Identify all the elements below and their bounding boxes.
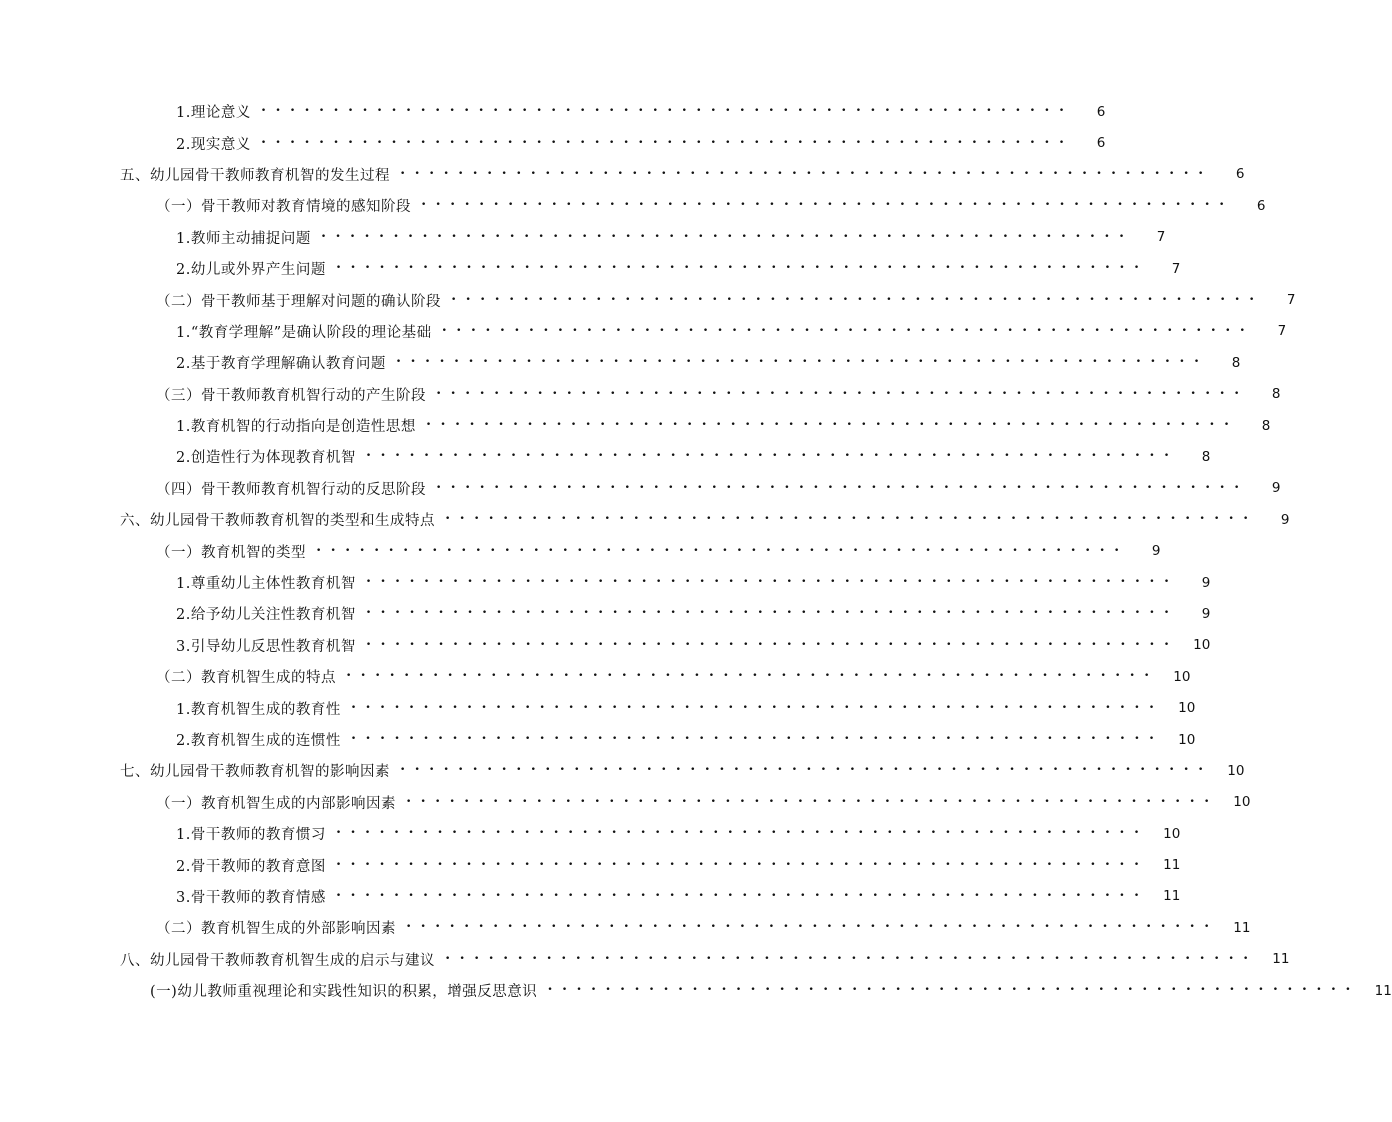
toc-entry-title: 3.引导幼儿反思性教育机智 <box>176 638 356 655</box>
dot-leader: •••••••••••••••••••••••••••••••••••••••••••••••••••••••• <box>445 953 1258 964</box>
toc-entry-title: (一)幼儿教师重视理论和实践性知识的积累，增强反思意识 <box>150 984 538 1001</box>
dot-leader: •••••••••••••••••••••••••••••••••••••••••••••••••••••••• <box>436 482 1249 493</box>
dot-leader: •••••••••••••••••••••••••••••••••••••••••••••••••••••••• <box>350 702 1164 713</box>
toc-entry-page-number: 9 <box>1271 480 1281 497</box>
toc-entry[interactable] <box>0 630 1211 661</box>
toc-entry-title: 2.给予幼儿关注性教育机智 <box>176 607 356 624</box>
dot-leader: •••••••••••••••••••••••••••••••••••••••••••••••••••••••• <box>260 137 1074 148</box>
toc-entry-page-number: 10 <box>1193 637 1211 654</box>
toc-entry-title: 八、幼儿园骨干教师教育机智生成的启示与建议 <box>120 952 435 969</box>
toc-entry[interactable] <box>0 598 1211 629</box>
toc-entry-page-number: 9 <box>1280 511 1290 528</box>
dot-leader: •••••••••••••••••••••••••••••••••••••••••••••••••••••••• <box>365 451 1179 462</box>
toc-entry-title: （四）骨干教师教育机智行动的反思阶段 <box>156 481 426 498</box>
toc-entry[interactable] <box>0 535 1161 566</box>
dot-leader: •••••••••••••••••••••••••••••••••••••••••••••••••••••••• <box>400 765 1213 776</box>
dot-leader: •••••••••••••••••••••••••••••••••••••••••••••••••••••••• <box>406 922 1219 933</box>
toc-entry[interactable] <box>0 441 1211 472</box>
toc-entry[interactable] <box>0 253 1181 284</box>
toc-entry[interactable] <box>0 787 1251 818</box>
toc-entry-title: 2.创造性行为体现教育机智 <box>176 450 356 467</box>
toc-entry-title: 五、幼儿园骨干教师教育机智的发生过程 <box>120 167 390 184</box>
toc-entry[interactable] <box>0 347 1241 378</box>
toc-entry-title: （二）教育机智生成的特点 <box>156 670 336 687</box>
toc-entry-page-number: 9 <box>1151 543 1161 560</box>
dot-leader: •••••••••••••••••••••••••••••••••••••••••••••••••••••••• <box>335 263 1149 274</box>
dot-leader: •••••••••••••••••••••••••••••••••••••••••••••••••••••••• <box>421 200 1234 211</box>
toc-entry-title: （一）教育机智的类型 <box>156 544 306 561</box>
toc-entry[interactable] <box>0 912 1251 943</box>
dot-leader: •••••••••••••••••••••••••••••••••••••••••••••••••••••••• <box>445 514 1258 525</box>
toc-entry[interactable] <box>0 755 1245 786</box>
toc-entry-title: 1.尊重幼儿主体性教育机智 <box>176 576 356 593</box>
toc-entry[interactable] <box>0 96 1106 127</box>
toc-entry-page-number: 7 <box>1171 260 1181 277</box>
toc-entry-page-number: 10 <box>1178 700 1196 717</box>
toc-entry[interactable] <box>0 222 1166 253</box>
toc-entry-page-number: 10 <box>1163 825 1181 842</box>
toc-entry-page-number: 10 <box>1178 731 1196 748</box>
dot-leader: •••••••••••••••••••••••••••••••••••••••••••••••••••••••• <box>335 890 1149 901</box>
toc-entry[interactable] <box>0 127 1106 158</box>
toc-entry[interactable] <box>0 975 1392 1006</box>
toc-entry[interactable] <box>0 881 1181 912</box>
toc-entry[interactable] <box>0 504 1290 535</box>
toc-entry-page-number: 9 <box>1201 574 1211 591</box>
toc-entry-title: 七、幼儿园骨干教师教育机智的影响因素 <box>120 764 390 781</box>
toc-entry[interactable] <box>0 410 1271 441</box>
toc-entry-title: （二）教育机智生成的外部影响因素 <box>156 921 396 938</box>
toc-entry[interactable] <box>0 661 1191 692</box>
toc-entry-title: 1.理论意义 <box>176 105 251 122</box>
toc-entry[interactable] <box>0 692 1196 723</box>
dot-leader: •••••••••••••••••••••••••••••••••••••••••••••••••••••••• <box>395 357 1209 368</box>
toc-entry-title: （三）骨干教师教育机智行动的产生阶段 <box>156 387 426 404</box>
toc-entry[interactable] <box>0 567 1211 598</box>
toc-entry-page-number: 7 <box>1286 292 1296 309</box>
dot-leader: •••••••••••••••••••••••••••••••••••••••••••••••••••••••• <box>350 734 1164 744</box>
toc-entry-title: 1.教育机智的行动指向是创造性思想 <box>176 419 416 436</box>
toc-entry[interactable] <box>0 284 1296 315</box>
toc-entry[interactable] <box>0 473 1281 504</box>
toc-entry[interactable] <box>0 818 1181 849</box>
toc-entry-page-number: 8 <box>1261 417 1271 434</box>
dot-leader: •••••••••••••••••••••••••••••••••••••••••••••••••••••••• <box>547 985 1360 996</box>
toc-entry-title: 2.现实意义 <box>176 136 251 153</box>
dot-leader: •••••••••••••••••••••••••••••••••••••••••••••••••••••••• <box>400 168 1213 179</box>
dot-leader: •••••••••••••••••••••••••••••••••••••••••••••••••••••••• <box>365 608 1179 619</box>
toc-entry-title: （一）骨干教师对教育情境的感知阶段 <box>156 199 411 216</box>
toc-entry[interactable] <box>0 944 1290 975</box>
toc-entry-page-number: 11 <box>1163 857 1181 874</box>
dot-leader: •••••••••••••••••••••••••••••••••••••••••••••••••••••••• <box>260 106 1074 117</box>
toc-entry-title: （二）骨干教师基于理解对问题的确认阶段 <box>156 293 441 310</box>
toc-entry-title: 1.骨干教师的教育惯习 <box>176 827 326 844</box>
toc-entry-page-number: 9 <box>1201 605 1211 622</box>
toc-entry-page-number: 10 <box>1173 668 1191 685</box>
toc-entry-page-number: 6 <box>1235 166 1245 183</box>
toc-entry-page-number: 11 <box>1374 982 1392 999</box>
dot-leader: •••••••••••••••••••••••••••••••••••••••••••••••••••••••• <box>425 420 1239 431</box>
toc-entry-page-number: 11 <box>1272 951 1290 968</box>
toc-entry[interactable] <box>0 159 1245 190</box>
dot-leader: •••••••••••••••••••••••••••••••••••••••••••••••••••••••• <box>316 545 1129 556</box>
table-of-contents <box>0 96 1392 1006</box>
dot-leader: •••••••••••••••••••••••••••••••••••••••••••••••••••••••• <box>441 325 1255 336</box>
dot-leader: •••••••••••••••••••••••••••••••••••••••••••••••••••••••• <box>436 388 1249 399</box>
toc-entry-page-number: 10 <box>1233 794 1251 811</box>
toc-entry[interactable] <box>0 190 1266 221</box>
toc-entry-title: 2.骨干教师的教育意图 <box>176 858 326 875</box>
toc-entry-title: 3.骨干教师的教育情感 <box>176 889 326 906</box>
toc-entry-page-number: 8 <box>1201 448 1211 465</box>
toc-entry-page-number: 10 <box>1227 762 1245 779</box>
toc-entry-page-number: 6 <box>1096 103 1106 120</box>
toc-entry-title: 六、幼儿园骨干教师教育机智的类型和生成特点 <box>120 513 435 530</box>
toc-entry-title: 2.基于教育学理解确认教育问题 <box>176 356 386 373</box>
dot-leader: •••••••••••••••••••••••••••••••••••••••••••••••••••••••• <box>365 577 1179 588</box>
toc-entry-title: 1.教育机智生成的教育性 <box>176 701 341 718</box>
dot-leader: •••••••••••••••••••••••••••••••••••••••••••••••••••••••• <box>335 859 1149 870</box>
toc-entry-page-number: 6 <box>1256 197 1266 214</box>
toc-entry-page-number: 11 <box>1163 888 1181 905</box>
toc-entry[interactable] <box>0 316 1287 347</box>
toc-entry[interactable] <box>0 849 1181 880</box>
dot-leader: •••••••••••••••••••••••••••••••••••••••••••••••••••••••• <box>365 639 1179 650</box>
toc-entry-title: 2.幼儿或外界产生问题 <box>176 262 326 279</box>
toc-entry-title: （一）教育机智生成的内部影响因素 <box>156 795 396 812</box>
toc-entry-page-number: 11 <box>1233 919 1251 936</box>
toc-entry-title: 1.教师主动捕捉问题 <box>176 230 311 247</box>
toc-entry-page-number: 7 <box>1156 229 1166 246</box>
dot-leader: •••••••••••••••••••••••••••••••••••••••••••••••••••••••• <box>451 294 1264 305</box>
dot-leader: •••••••••••••••••••••••••••••••••••••••••••••••••••••••• <box>335 828 1149 839</box>
toc-entry-title: 2.教育机智生成的连惯性 <box>176 733 341 749</box>
toc-entry-page-number: 8 <box>1271 386 1281 403</box>
toc-entry-page-number: 6 <box>1096 135 1106 152</box>
toc-entry-title: 1.“教育学理解”是确认阶段的理论基础 <box>176 324 432 341</box>
dot-leader: •••••••••••••••••••••••••••••••••••••••••••••••••••••••• <box>320 231 1134 242</box>
toc-entry-page-number: 8 <box>1231 354 1241 371</box>
dot-leader: •••••••••••••••••••••••••••••••••••••••••••••••••••••••• <box>406 796 1219 807</box>
toc-entry[interactable] <box>0 379 1281 410</box>
dot-leader: •••••••••••••••••••••••••••••••••••••••••••••••••••••••• <box>346 671 1159 682</box>
toc-entry-page-number: 7 <box>1277 323 1287 340</box>
toc-entry[interactable] <box>0 724 1196 755</box>
